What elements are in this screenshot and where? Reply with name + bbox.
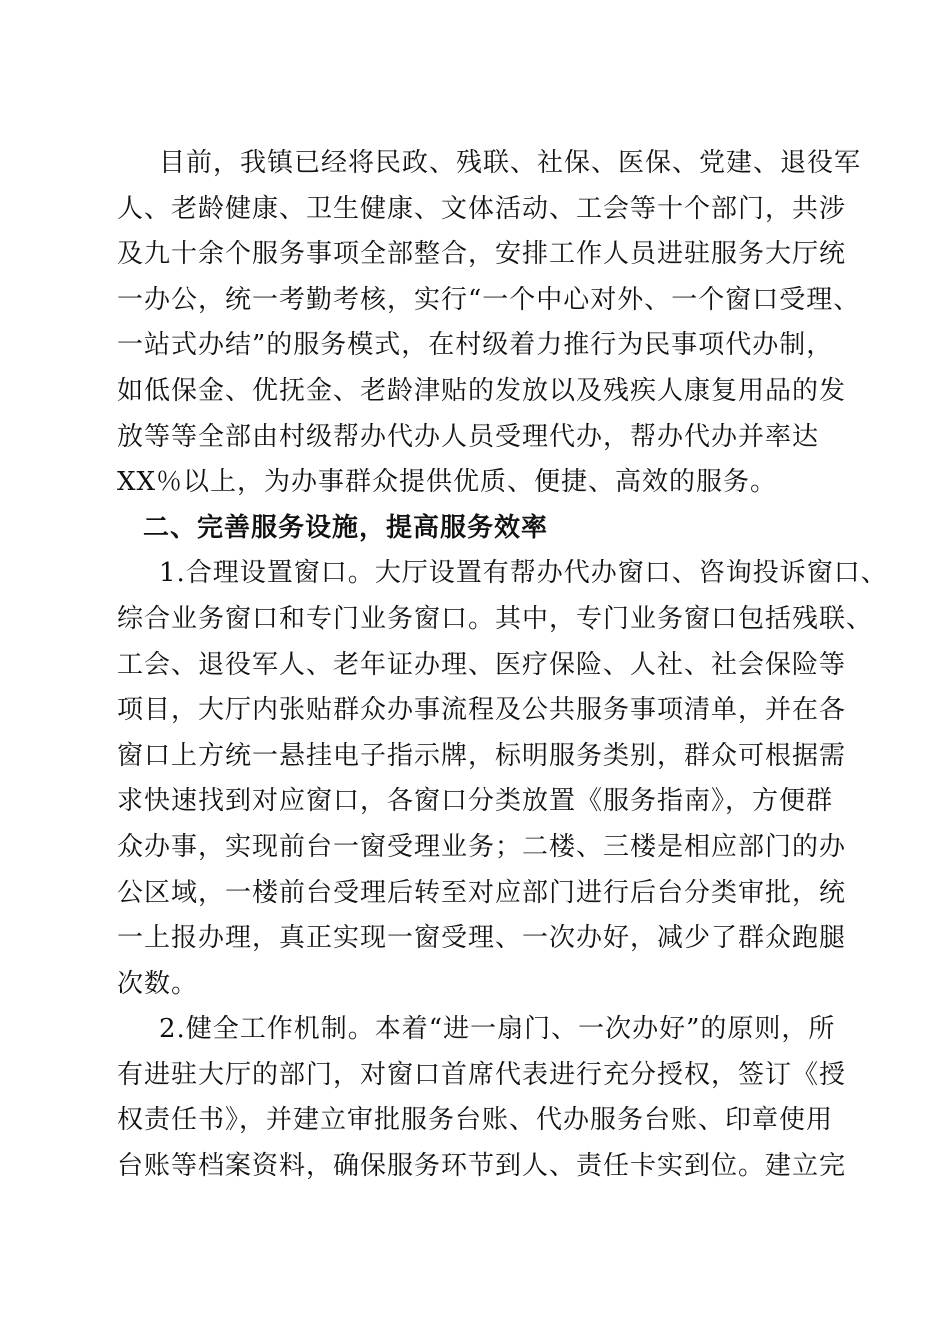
section-heading	[117, 506, 829, 552]
paragraph-intro	[117, 141, 862, 506]
text-line: 一站式办结”的服务模式，在村级着力推行为民事项代办制，	[117, 330, 834, 361]
text-line: 人、老龄健康、卫生健康、文体活动、工会等十个部门，共涉	[117, 193, 847, 224]
text-line: 权责任书》，并建立审批服务台账、代办服务台账、印章使用	[117, 1105, 834, 1136]
text-line: 公区域，一楼前台受理后转至对应部门进行后台分类审批，统	[117, 877, 847, 908]
text-line: 项目，大厅内张贴群众办事流程及公共服务事项清单，并在各	[117, 695, 847, 726]
section-heading-text: 二、完善服务设施，提高服务效率	[143, 512, 549, 543]
text-line: XX％以上，为办事群众提供优质、便捷、高效的服务。	[117, 467, 778, 498]
document-body	[117, 141, 888, 1190]
paragraph-mechanism	[117, 1007, 847, 1189]
text-line: 1.合理设置窗口。大厅设置有帮办代办窗口、咨询投诉窗口、	[159, 558, 888, 589]
text-line: 众办事，实现前台一窗受理业务；二楼、三楼是相应部门的办	[117, 831, 847, 862]
text-line: 次数。	[117, 968, 199, 999]
text-line: 一办公，统一考勤考核，实行“一个中心对外、一个窗口受理、	[117, 284, 861, 315]
text-line: 及九十余个服务事项全部整合，安排工作人员进驻服务大厅统	[117, 239, 847, 270]
text-line: 综合业务窗口和专门业务窗口。其中，专门业务窗口包括残联、	[117, 603, 874, 634]
text-line: 如低保金、优抚金、老龄津贴的发放以及残疾人康复用品的发	[117, 375, 847, 406]
paragraph-windows	[117, 551, 888, 1007]
text-line: 2.健全工作机制。本着“进一扇门、一次办好”的原则，所	[159, 1014, 836, 1045]
text-line: 一上报办理，真正实现一窗受理、一次办好，减少了群众跑腿	[117, 923, 847, 954]
text-line: 有进驻大厅的部门，对窗口首席代表进行充分授权，签订《授	[117, 1059, 847, 1090]
text-line: 工会、退役军人、老年证办理、医疗保险、人社、社会保险等	[117, 649, 847, 680]
text-line: 求快速找到对应窗口，各窗口分类放置《服务指南》，方便群	[117, 786, 834, 817]
text-line: 目前，我镇已经将民政、残联、社保、医保、党建、退役军	[159, 148, 862, 178]
text-line: 台账等档案资料，确保服务环节到人、责任卡实到位。建立完	[117, 1151, 847, 1182]
text-line: 放等等全部由村级帮办代办人员受理代办，帮办代办并率达	[117, 421, 820, 452]
text-line: 窗口上方统一悬挂电子指示牌，标明服务类别，群众可根据需	[117, 740, 847, 771]
